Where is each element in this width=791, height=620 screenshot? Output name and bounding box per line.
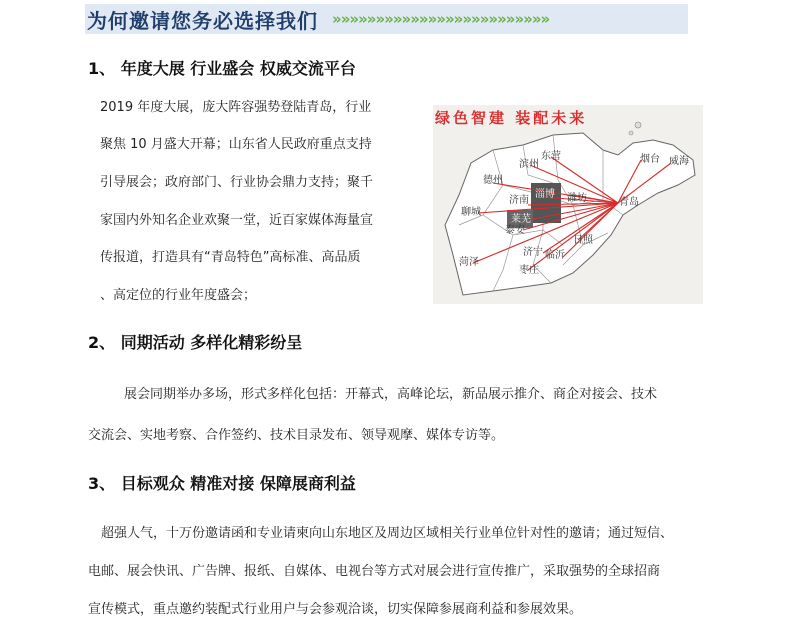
map-city-label: 烟台 (640, 154, 660, 165)
map-city-label: 枣庄 (519, 265, 539, 276)
section1-line: 引导展会；政府部门、行业协会鼎力支持；聚千 (100, 175, 374, 190)
map-city-label: 泰安 (505, 225, 525, 236)
map-city-label: 青岛 (619, 197, 639, 208)
map-city-label: 滨州 (519, 159, 539, 170)
section3-title: 3、 目标观众 精准对接 保障展商利益 (88, 474, 356, 493)
section1-title: 1、 年度大展 行业盛会 权威交流平台 (88, 59, 356, 78)
map-city-label: 潍坊 (567, 193, 587, 204)
section-header (85, 4, 688, 34)
map-city-label: 淄博 (535, 189, 555, 200)
map-city-label: 威海 (669, 156, 689, 167)
map-city-label: 莱芜 (511, 214, 531, 225)
header-decoration: »»»»»»»»»»»»»»»»»»»»»»»»» (332, 10, 550, 28)
map-city-label: 菏泽 (459, 257, 479, 268)
section3-line: 超强人气，十万份邀请函和专业请柬向山东地区及周边区域相关行业单位针对性的邀请；通过短信、 (101, 526, 674, 541)
section2-title: 2、 同期活动 多样化精彩纷呈 (88, 333, 303, 352)
section3-line: 宣传模式，重点邀约装配式行业用户与会参观洽谈，切实保障参展商利益和参展效果。 (88, 602, 583, 617)
section2-line: 交流会、实地考察、合作签约、技术目录发布、领导观摩、媒体专访等。 (88, 428, 505, 443)
map-city-label: 济南 (509, 195, 529, 206)
shandong-map-illustration (433, 105, 703, 304)
map-slogan: 绿色智建 装配未来 (435, 109, 588, 127)
map-city-label: 聊城 (461, 207, 481, 218)
header-title: 为何邀请您务必选择我们 (87, 8, 318, 33)
section1-line: 、高定位的行业年度盛会； (100, 288, 257, 303)
section1-line: 聚焦 10 月盛大开幕；山东省人民政府重点支持 (100, 137, 372, 152)
map-city-label: 日照 (573, 235, 593, 246)
map-city-label: 临沂 (545, 250, 565, 261)
map-city-label: 东营 (541, 151, 561, 162)
section1-line: 2019 年度大展，庞大阵容强势登陆青岛，行业 (100, 100, 372, 115)
map-city-label: 德州 (483, 175, 503, 186)
shandong-map-image (433, 105, 703, 304)
section3-line: 电邮、展会快讯、广告牌、报纸、自媒体、电视台等方式对展会进行宣传推广，采取强势的全球招商 (88, 564, 661, 579)
section2-line: 展会同期举办多场，形式多样化包括：开幕式，高峰论坛，新品展示推介、商企对接会、技术 (124, 387, 658, 402)
section1-line: 家国内外知名企业欢聚一堂，近百家媒体海量宣 (100, 213, 374, 228)
section1-line: 传报道，打造具有“青岛特色”高标准、高品质 (100, 250, 361, 265)
map-city-label: 济宁 (523, 247, 543, 258)
